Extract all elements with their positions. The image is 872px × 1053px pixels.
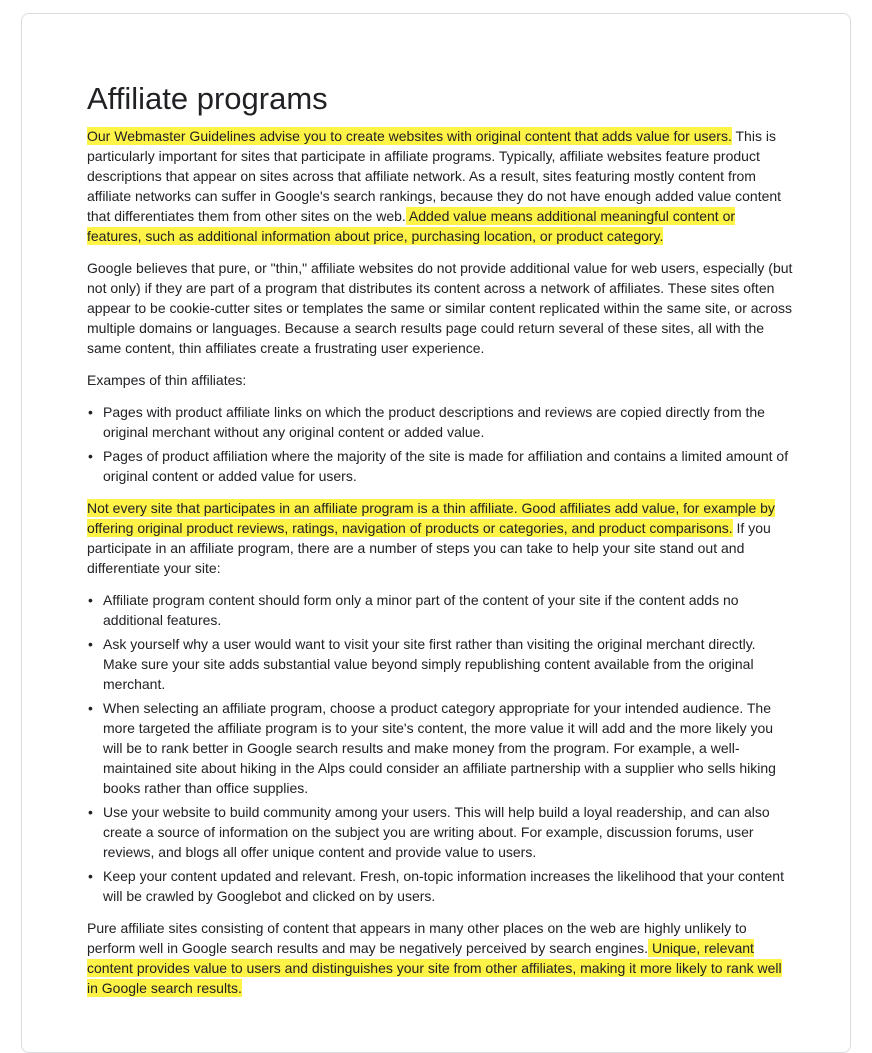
list-item: • Use your website to build community among your users. This will help build a loyal readership, and can also create a source of information on the subject you are writing about. For example, discussion forums, user reviews, and blogs all offer unique content and provide value to users.	[103, 802, 793, 862]
highlighted-text: Added value means additional meaningful content or features, such as additional information about price, purchasing location, or product category.	[87, 208, 736, 244]
conclusion-paragraph	[87, 918, 793, 998]
list-item: • Affiliate program content should form only a minor part of the content of your site if the content adds no additional features.	[103, 590, 793, 630]
page-title: Affiliate programs	[87, 81, 328, 116]
list-item: • Pages of product affiliation where the majority of the site is made for affiliation and contains a limited amount of original content or added value for users.	[103, 446, 793, 486]
list-item: • Ask yourself why a user would want to visit your site first rather than visiting the original merchant directly. Make sure your site adds substantial value beyond simply republishing content available from the original merchant.	[103, 634, 793, 694]
good-affiliates-paragraph	[87, 498, 793, 578]
steps-list	[87, 590, 793, 906]
examples-heading: Exampes of thin affiliates:	[87, 372, 247, 388]
highlighted-text: Not every site that participates in an affiliate program is a thin affiliate. Good affiliates add value, for example by offering original product reviews, ratings, navigation of products or categories, and product comparisons.	[87, 500, 775, 536]
paragraph-text: This is particularly important for sites that participate in affiliate programs. Typically, affiliate websites feature product descriptions that appear on sites across that affiliate network. As a result, sites featuring mostly content from affiliate networks can suffer in Google's search rankings, because they do not have enough added value content that differentiates them from other sites on the web.	[87, 128, 782, 224]
article-card	[21, 13, 851, 1053]
list-item: • Keep your content updated and relevant. Fresh, on-topic information increases the likelihood that your content will be crawled by Googlebot and clicked on by users.	[103, 866, 793, 906]
thin-affiliates-paragraph: Google believes that pure, or "thin," affiliate websites do not provide additional value for web users, especially (but not only) if they are part of a program that distributes its content across a network of affiliates. These sites often appear to be cookie-cutter sites or templates the same or similar content replicated within the same site, or across multiple domains or languages. Because a search results page could return several of these sites, all with the same content, thin affiliates create a frustrating user experience.	[87, 260, 793, 356]
thin-examples-list	[87, 402, 793, 486]
article-content	[87, 78, 793, 1010]
paragraph-text: If you participate in an affiliate program, there are a number of steps you can take to help your site stand out and differentiate your site:	[87, 520, 771, 576]
highlighted-text: Our Webmaster Guidelines advise you to create websites with original content that adds value for users.	[87, 128, 732, 144]
highlighted-text: Unique, relevant content provides value to users and distinguishes your site from other affiliates, making it more likely to rank well in Google search results.	[87, 940, 782, 996]
list-item: • When selecting an affiliate program, choose a product category appropriate for your intended audience. The more targeted the affiliate program is to your site's content, the more value it will add and the more likely you will be to rank better in Google search results and make money from the program. For example, a well-maintained site about hiking in the Alps could consider an affiliate partnership with a supplier who sells hiking books rather than office supplies.	[103, 698, 793, 798]
intro-paragraph	[87, 126, 793, 246]
list-item: • Pages with product affiliate links on which the product descriptions and reviews are copied directly from the original merchant without any original content or added value.	[103, 402, 793, 442]
paragraph-text: Pure affiliate sites consisting of content that appears in many other places on the web are highly unlikely to perform well in Google search results and may be negatively perceived by search engines.	[87, 920, 747, 956]
